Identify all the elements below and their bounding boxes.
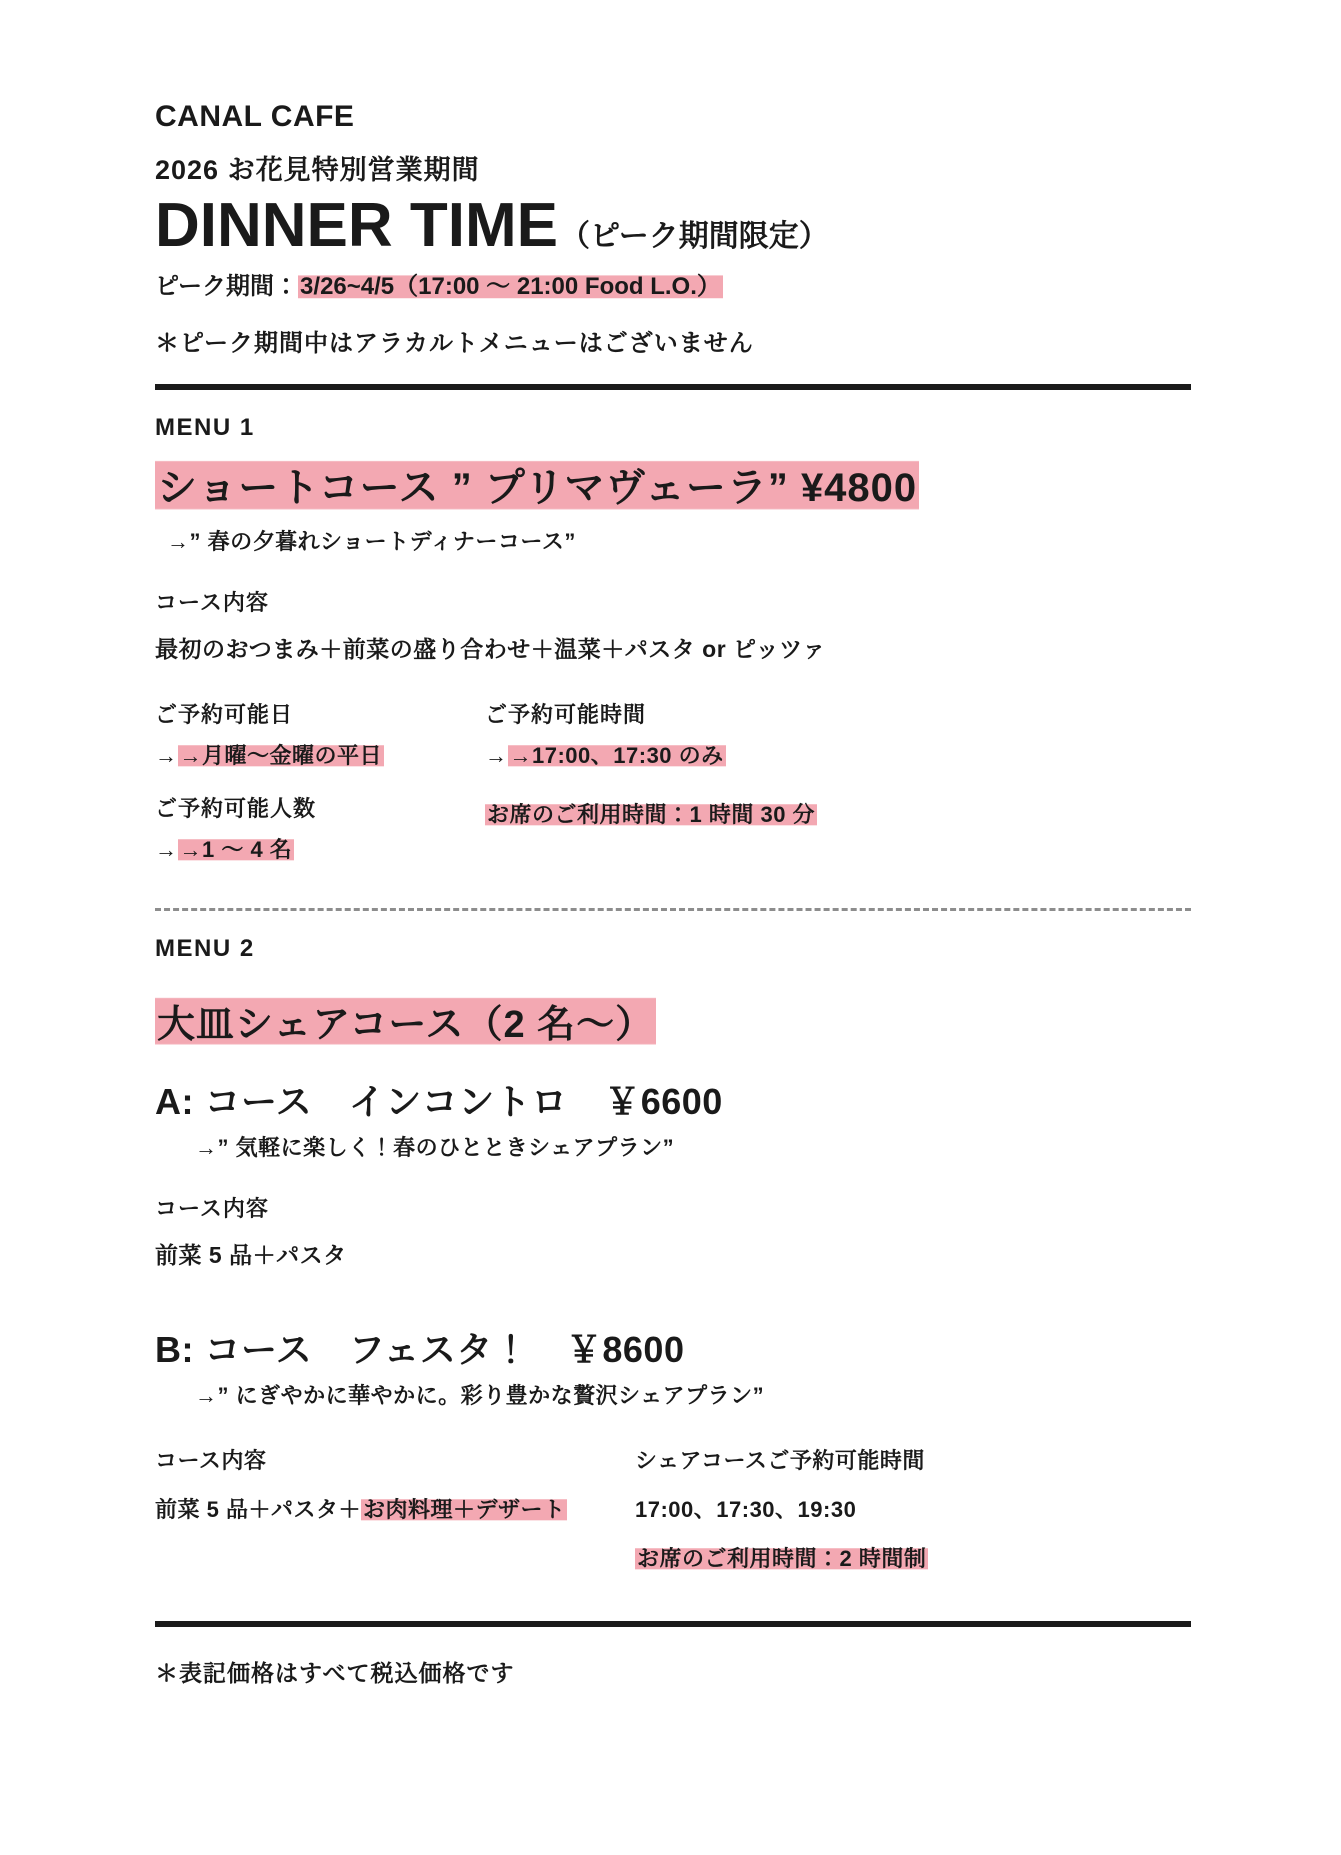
menu1-reserve-days-label: ご予約可能日 (155, 702, 294, 728)
header-block (155, 100, 1191, 358)
menu1-tagline: →” 春の夕暮れショートディナーコース” (167, 529, 576, 555)
divider-dashed (155, 908, 1191, 911)
menu1-block (155, 414, 1191, 886)
plan-b-content-head: コース内容 (155, 1448, 267, 1474)
plan-a-title: A: コース インコントロ ￥6600 (155, 1081, 723, 1123)
menu1-reserve-people-text: →1 〜 4 名 (179, 837, 293, 863)
tax-footnote: ＊表記価格はすべて税込価格です (155, 1660, 515, 1687)
share-seat-time-text: お席のご利用時間：2 時間制 (637, 1546, 927, 1572)
divider-top (155, 384, 1191, 390)
plan-b-content-plain: 前菜 5 品＋パスタ＋ (155, 1497, 361, 1523)
menu2-share-title-wrap (155, 977, 1191, 1074)
page-title-suffix: （ピーク期間限定） (560, 220, 829, 253)
menu1-course-title: ショートコース ” プリマヴェーラ” ¥4800 (155, 456, 919, 513)
plan-b-detail-columns (155, 1444, 1191, 1591)
plan-a-content-body: 前菜 5 品＋パスタ (155, 1242, 347, 1269)
brand-name: CANAL CAFE (155, 100, 355, 133)
menu1-reserve-days-value: →→月曜〜金曜の平日 (155, 743, 383, 769)
plan-spacer (155, 1270, 1191, 1322)
menu1-seat-time-text: お席のご利用時間：1 時間 30 分 (487, 802, 816, 828)
divider-bottom (155, 1621, 1191, 1627)
menu1-detail-left (155, 698, 485, 886)
plan-b-tagline: →” にぎやかに華やかに。彩り豊かな贅沢シェアプラン” (195, 1383, 765, 1409)
plan-b-content-highlight: お肉料理＋デザート (362, 1497, 566, 1523)
menu1-content-head: コース内容 (155, 590, 269, 616)
plan-a-tagline: →” 気軽に楽しく！春のひとときシェアプラン” (195, 1135, 675, 1161)
page-title: DINNER TIME (155, 191, 558, 260)
plan-b-detail-left (155, 1444, 635, 1591)
plan-a-content-head: コース内容 (155, 1196, 269, 1222)
menu2-block (155, 935, 1191, 1591)
menu2-share-title: 大皿シェアコース（2 名〜） (155, 993, 656, 1048)
title-row (155, 193, 1191, 258)
peak-period-value: 3/26~4/5（17:00 〜 21:00 Food L.O.） (300, 273, 721, 301)
peak-period-label: ピーク期間： (155, 273, 299, 301)
menu1-reserve-days-text: →月曜〜金曜の平日 (179, 743, 383, 769)
plan-b-detail-right (635, 1444, 1191, 1591)
menu2-label: MENU 2 (155, 935, 255, 963)
menu1-detail-right (485, 698, 1191, 886)
peak-period-line (155, 266, 1191, 301)
menu1-content-body: 最初のおつまみ＋前菜の盛り合わせ＋温菜＋パスタ or ピッツァ (155, 636, 826, 663)
menu1-reserve-time-label: ご予約可能時間 (485, 702, 647, 728)
share-reserve-times: 17:00、17:30、19:30 (635, 1497, 857, 1523)
share-seat-time (635, 1542, 1191, 1573)
menu1-label: MENU 1 (155, 414, 255, 442)
menu1-reserve-time-text: →17:00、17:30 のみ (509, 743, 724, 769)
menu1-reserve-people-value: →→1 〜 4 名 (155, 837, 293, 863)
share-reserve-label: シェアコースご予約可能時間 (635, 1448, 925, 1474)
menu1-reserve-time-value: →→17:00、17:30 のみ (485, 743, 724, 769)
menu1-seat-time (485, 798, 1191, 829)
menu1-detail-columns (155, 698, 1191, 886)
season-subtitle: 2026 お花見特別営業期間 (155, 155, 480, 185)
plan-b-title: B: コース フェスタ！ ￥8600 (155, 1329, 685, 1371)
menu1-reserve-people-label: ご予約可能人数 (155, 796, 317, 822)
menu1-title-wrap (155, 456, 1191, 525)
plan-b-content-body (155, 1493, 635, 1524)
alacarte-note: ＊ピーク期間中はアラカルトメニューはございません (155, 330, 754, 358)
